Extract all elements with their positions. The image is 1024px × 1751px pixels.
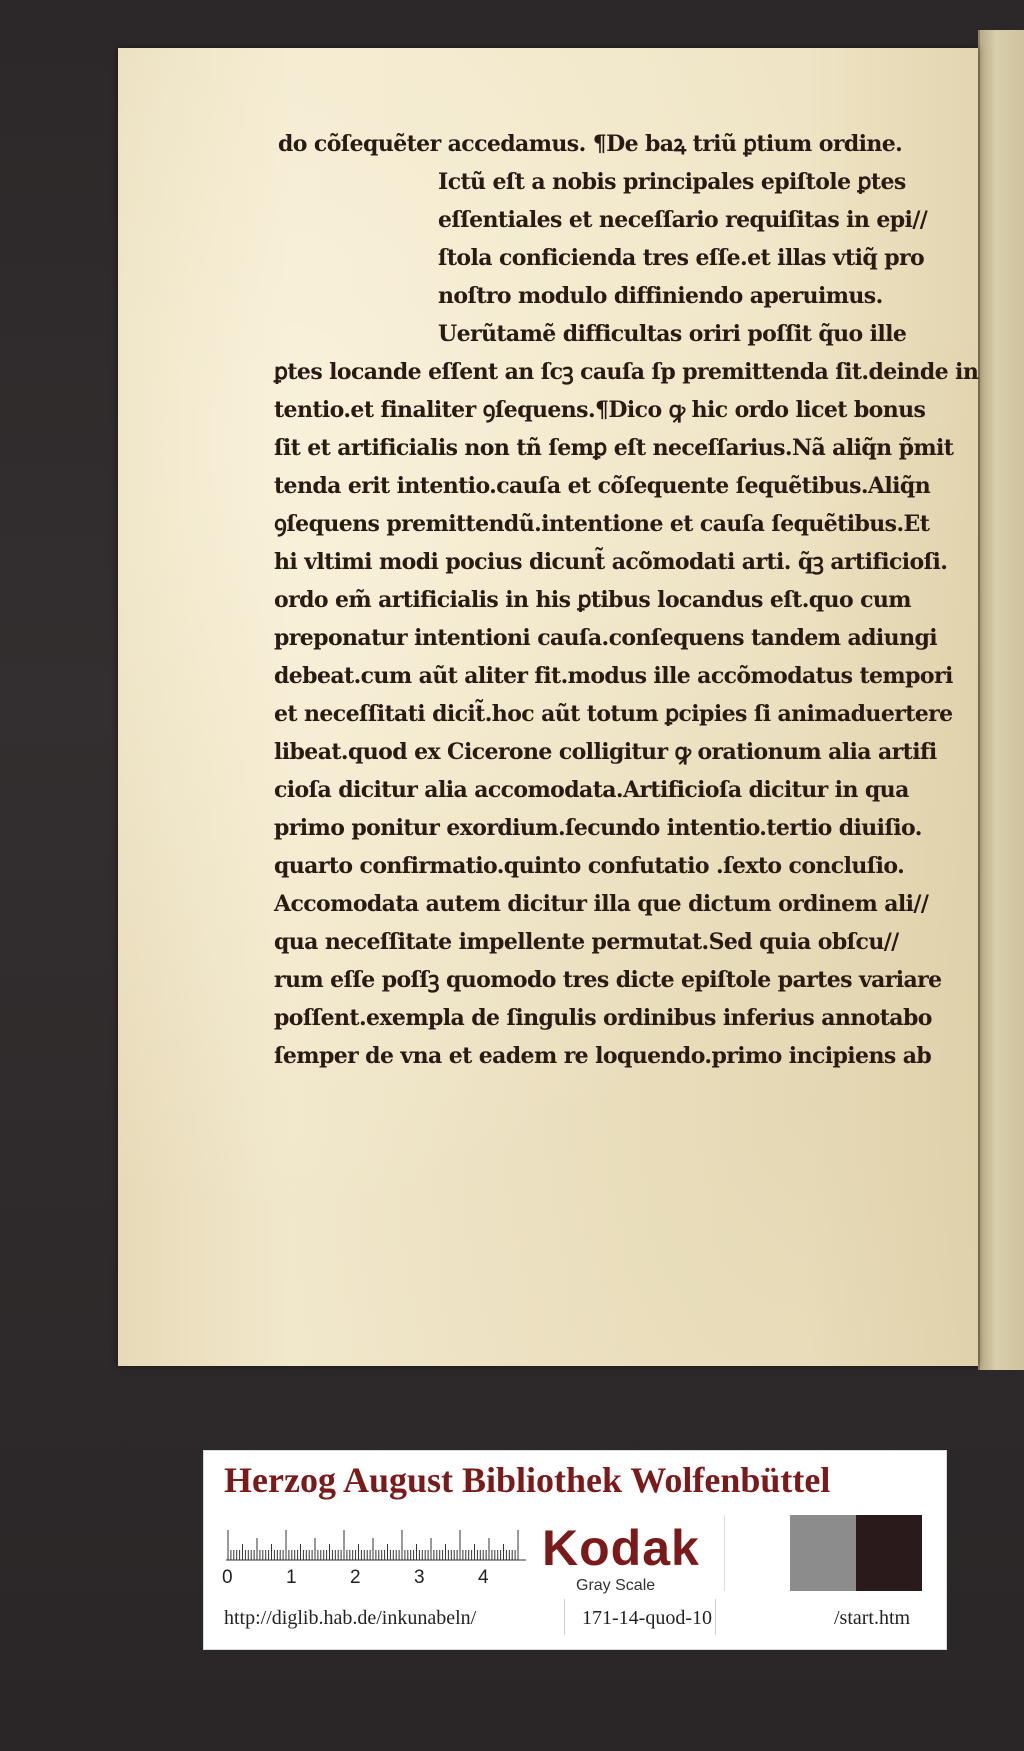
text-line: quarto confirmatio.quinto confutatio .ſexto concluſio. (274, 853, 905, 879)
text-line: do cõſequẽter accedamus. ¶De baꝝ triũ ꝑtium ordine. (278, 131, 903, 157)
text-line: debeat.cum aũt aliter fit.modus ille accõmodatus tempori (274, 663, 953, 689)
text-line: ſemper de vna et eadem re loquendo.primo incipiens ab (274, 1043, 932, 1069)
text-line: tentio.et finaliter ꝯſequens.¶Dico ꝙ hic ordo licet bonus (274, 397, 926, 423)
ruler-scale (226, 1525, 526, 1561)
color-target-card (203, 1450, 947, 1650)
text-line: poſſent.exempla de ſingulis ordinibus inferius annotabo (274, 1005, 932, 1031)
text-line: primo ponitur exordium.ſecundo intentio.tertio diuiſio. (274, 815, 922, 841)
text-line: qua neceſſitate impellente permutat.Sed quia obſcu// (274, 929, 899, 955)
text-line: preponatur intentioni cauſa.conſequens tandem adiungi (274, 625, 938, 651)
text-line: hi vltimi modi pocius dicunt̃ acõmodati arti. q̃ꝫ artificioſi. (274, 549, 948, 575)
facing-page-edge (978, 30, 1024, 1370)
text-line: ordo em̃ artificialis in his ꝑtibus locandus eſt.quo cum (274, 587, 911, 613)
white-swatch (724, 1515, 791, 1591)
text-line: cioſa dicitur alia accomodata.Artificioſa dicitur in qua (274, 777, 909, 803)
kodak-logo (534, 1519, 700, 1594)
ruler-number: 1 (286, 1567, 297, 1588)
text-line: Uerũtamẽ difficultas oriri poſſit q̃uo ille (438, 321, 907, 347)
text-line: ꝑtes locande eſſent an ſcꝫ cauſa ſp premittenda ſit.deinde in (274, 359, 979, 385)
kodak-wordmark: Kodak (542, 1520, 700, 1576)
text-line: eſſentiales et neceſſario requiſitas in epi// (438, 207, 928, 233)
text-line: Ictũ eſt a nobis principales epiſtole ꝑtes (438, 169, 906, 195)
text-line: rum eſſe poſſꝫ quomodo tres dicte epiſtole partes variare (274, 967, 942, 993)
text-line: et neceſſitati dicit̃.hoc aũt totum ꝑcipies ſi animaduertere (274, 701, 953, 727)
text-line: ꝯſequens premittendũ.intentione et cauſa ſequẽtibus.Et (274, 511, 930, 537)
ruler-number: 4 (478, 1567, 489, 1588)
gray-scale-label: Gray Scale (576, 1577, 656, 1594)
text-line: ſtola conficienda tres eſſe.et illas vtiq̃ pro (438, 245, 925, 271)
text-line: Accomodata autem dicitur illa que dictum ordinem ali// (274, 891, 929, 917)
text-line: ſit et artificialis non tñ ſemꝑ eſt neceſſarius.Nã aliq̃n p̃mit (274, 435, 954, 461)
library-title: Herzog August Bibliothek Wolfenbüttel (224, 1460, 831, 1500)
gray-swatch (790, 1515, 856, 1591)
ruler-number: 0 (222, 1567, 233, 1588)
url-left: http://diglib.hab.de/inkunabeln/ (224, 1607, 477, 1629)
url-right: /start.htm (834, 1607, 911, 1629)
text-line: noſtro modulo diffiniendo aperuimus. (438, 283, 883, 309)
url-mid: 171-14-quod-10 (582, 1607, 712, 1629)
text-line: libeat.quod ex Cicerone colligitur ꝙ orationum alia artifi (274, 739, 937, 765)
ruler-number: 3 (414, 1567, 425, 1588)
dark-swatch (856, 1515, 922, 1591)
book-page (118, 48, 978, 1366)
text-line: tenda erit intentio.cauſa et cõſequente ſequẽtibus.Aliq̃n (274, 473, 931, 499)
ruler-number: 2 (350, 1567, 361, 1588)
